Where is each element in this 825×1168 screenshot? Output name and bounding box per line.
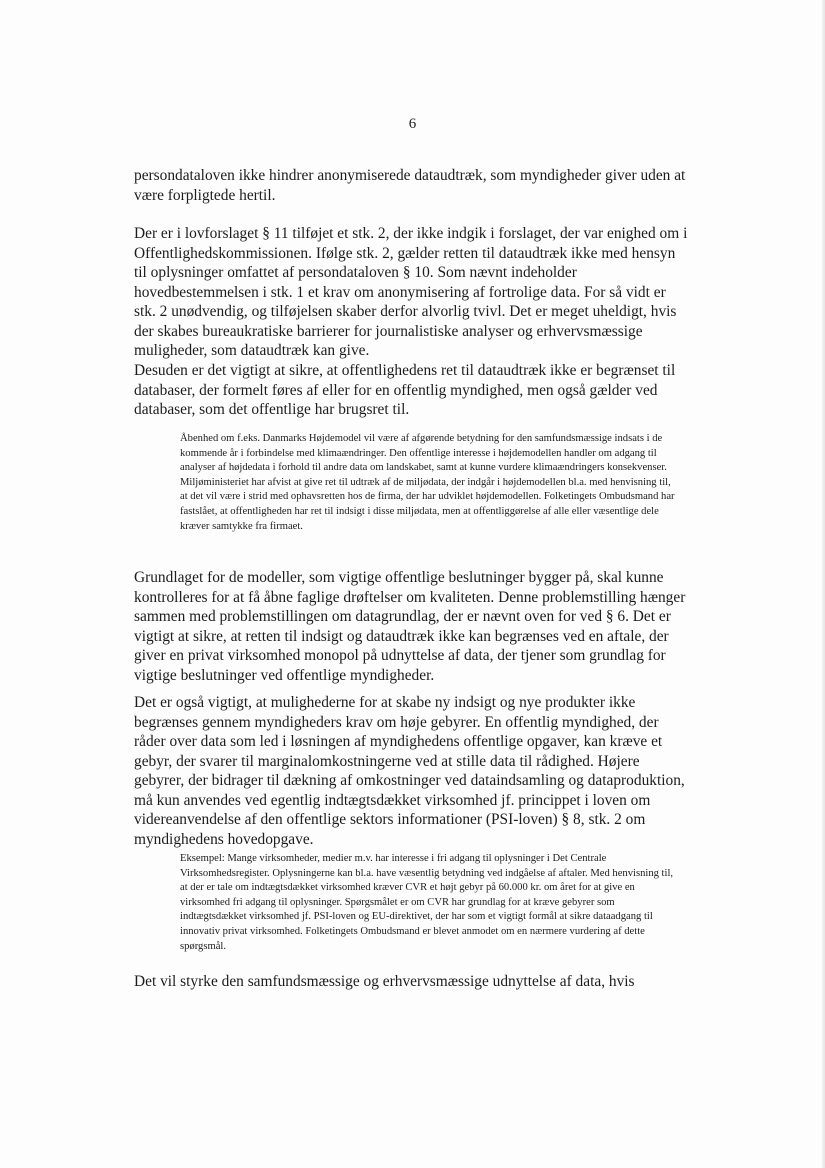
paragraph-1: persondataloven ikke hindrer anonymiserede dataudtræk, som myndigheder giver uden at være forpligtede hertil. — [134, 167, 686, 204]
page-number: 6 — [408, 116, 417, 132]
paragraph-2: Der er i lovforslaget § 11 tilføjet et stk. 2, der ikke indgik i forslaget, der var enighed om i Offentlighedskommissionen. Ifølge stk. 2, gælder retten til dataudtræk ikke med hensyn til oplysninger omfattet af persondataloven § 10. Som nævnt indeholder hovedbestemmelsen i stk. 1 et krav om anonymisering af fortrolige data. For så vidt er stk. 2 unødvendig, og tilføjelsen skaber derfor alvorlig tvivl. Det er meget uheldigt, hvis der skabes bureaukratiske barrierer for journalistiske analyser og erhvervsmæssige muligheder, som dataudtræk kan give. — [134, 225, 688, 359]
quote-box-height-model: Åbenhed om f.eks. Danmarks Højdemodel vil være af afgørende betydning for den samfundsmæssige indsats i de kommende år i forbindelse med klimaændringer. Den offentlige interesse i højdemodellen handler om adgang til analyser af højdedata i forhold til andre data om landskabet, samt at kunne vurdere klimaændringers konsekvenser. Miljøministeriet har afvist at give ret til udtræk af de miljødata, der indgår i højdemodellen bl.a. med henvisning til, at det vil være i strid med ophavsretten hos de firma, der har udviklet højdemodellen. Folketingets Ombudsmand har fastslået, at offentligheden har ret til indsigt i disse miljødata, men at offentliggørelse af alle eller væsentlige dele kræver samtykke fra firmaet. — [180, 433, 675, 532]
paragraph-4: Grundlaget for de modeller, som vigtige offentlige beslutninger bygger på, skal kunne kontrolleres for at få åbne faglige drøftelser om kvaliteten. Denne problemstilling hænger sammen med problemstillingen om datagrundlag, der er nævnt oven for ved § 6. Det er vigtigt at sikre, at retten til indsigt og dataudtræk ikke kan begrænses ved en aftale, der giver en privat virksomhed monopol på udnyttelse af data, der tjener som grundlag for vigtige beslutninger ved offentlige myndigheder. — [134, 569, 686, 684]
paragraph-3: Desuden er det vigtigt at sikre, at offentlighedens ret til dataudtræk ikke er begrænset til databaser, der formelt føres af eller for en offentlig myndighed, men også gælder ved databaser, som det offentlige har brugsret til. — [134, 362, 676, 418]
paragraph-6: Det vil styrke den samfundsmæssige og erhvervsmæssige udnyttelse af data, hvis — [134, 973, 635, 990]
quote-box-cvr-example: Eksempel: Mange virksomheder, medier m.v. har interesse i fri adgang til oplysninger i Det Centrale Virksomhedsregister. Oplysningerne kan bl.a. have væsentlig betydning ved indgåelse af aftaler. Med henvisning til, at der er tale om indtægtsdækket virksomhed kræver CVR et højt gebyr på 60.000 kr. om året for at give en virksomhed fri adgang til oplysninger. Spørgsmålet er om CVR har grundlag for at kræve gebyrer som indtægtsdækket virksomhed jf. PSI-loven og EU-direktivet, der har som et vigtigt formål at sikre dataadgang til innovativ privat virksomhed. Folketingets Ombudsmand er blevet anmodet om en nærmere vurdering af dette spørgsmål. — [180, 853, 674, 952]
paragraph-5: Det er også vigtigt, at mulighederne for at skabe ny indsigt og nye produkter ikke begrænses gennem myndigheders krav om høje gebyrer. En offentlig myndighed, der råder over data som led i løsningen af myndighedens offentlige opgaver, kan kræve et gebyr, der svarer til marginalomkostningerne ved at stille data til rådighed. Højere gebyrer, der bidrager til dækning af omkostninger ved dataindsamling og dataproduktion, må kun anvendes ved egentlig indtægtsdækket virksomhed jf. princippet i loven om videreanvendelse af den offentlige sektors informationer (PSI-loven) § 8, stk. 2 om myndighedens hovedopgave. — [134, 694, 685, 848]
